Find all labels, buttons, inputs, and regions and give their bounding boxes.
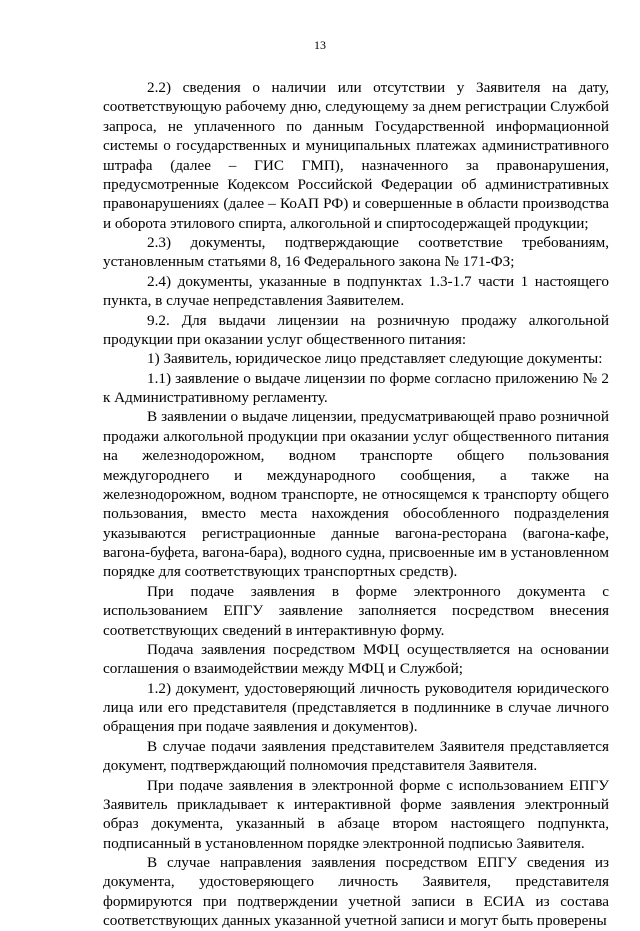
paragraph-esia: В случае направления заявления посредством ЕПГУ сведения из документа, удостоверяющего личность Заявителя, представителя формируются при подтверждении учетной записи в ЕСИА из состава соответствующих данных указанной учетной записи и могут быть проверены: [103, 854, 609, 930]
paragraph-representative: В случае подачи заявления представителем Заявителя представляется документ, подтверждающий полномочия представителя Заявителя.: [103, 737, 609, 775]
paragraph-epgu-electronic: При подаче заявления в форме электронного документа с использованием ЕПГУ заявление заполняется посредством внесения соответствующих сведений в интерактивную форму.: [103, 582, 609, 639]
paragraph-2-4: 2.4) документы, указанные в подпунктах 1.3-1.7 части 1 настоящего пункта, в случае непредставления Заявителем.: [103, 272, 609, 310]
paragraph-1-1: 1.1) заявление о выдаче лицензии по форме согласно приложению № 2 к Административному регламенту.: [103, 369, 609, 406]
paragraph-1-2: 1.2) документ, удостоверяющий личность руководителя юридического лица или его представителя (представляется в подлиннике в случае личного обращения при подаче заявления и документов).: [103, 679, 609, 736]
paragraph-mfc: Подача заявления посредством МФЦ осуществляется на основании соглашения о взаимодействии между МФЦ и Службой;: [103, 640, 609, 678]
paragraph-1: 1) Заявитель, юридическое лицо представляет следующие документы:: [147, 350, 603, 368]
paragraph-2-3: 2.3) документы, подтверждающие соответствие требованиям, установленным статьями 8, 16 Федерального закона № 171-ФЗ;: [103, 234, 609, 271]
page-number: 13: [314, 38, 326, 52]
paragraph-electronic-form: При подаче заявления в электронной форме с использованием ЕПГУ Заявитель прикладывает к интерактивной форме заявления электронный образ документа, указанный в абзаце втором настоящего подпункта, подписанный в установленном порядке электронной подписью Заявителя.: [103, 776, 609, 852]
paragraph-application-license: В заявлении о выдаче лицензии, предусматривающей право розничной продажи алкогольной продукции при оказании услуг общественного питания на железнодорожном, водном транспорте общего пользования междугороднего и международного сообщения, а также на железнодорожном, водном транспорте, не относящемся к транспорту общего пользования, вместо места нахождения обособленного подразделения указываются регистрационные данные вагона-ресторана (вагона-кафе, вагона-буфета, вагона-бара), водного судна, присвоенные им в установленном порядке для соответствующих транспортных средств).: [103, 408, 609, 581]
paragraph-9-2: 9.2. Для выдачи лицензии на розничную продажу алкогольной продукции при оказании услуг общественного питания:: [103, 311, 609, 348]
document-body: [103, 78, 609, 931]
paragraph-2-2: 2.2) сведения о наличии или отсутствии у Заявителя на дату, соответствующую рабочему дню, следующему за днем регистрации Службой запроса, не уплаченного по данным Государственной информационной системы о государственных и муниципальных платежах административного штрафа (далее – ГИС ГМП), назначенного за правонарушения, предусмотренные Кодексом Российской Федерации об административных правонарушениях (далее – КоАП РФ) и совершенные в области производства и оборота этилового спирта, алкогольной и спиртосодержащей продукции;: [103, 79, 609, 232]
